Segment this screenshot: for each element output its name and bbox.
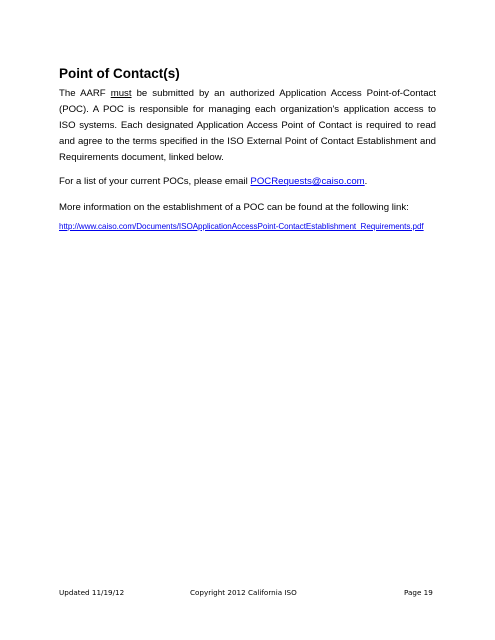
must-emphasis: must — [110, 88, 132, 99]
email-paragraph-end: . — [364, 176, 368, 187]
paragraph-text-start: The AARF — [59, 88, 111, 99]
paragraph-text-rest: be submitted by an authorized Application Access Point-of-Contact (POC). A POC is responsible for managing each organization's application access to ISO systems. Each designated Application Access Point of Contact is required to read and agree to the terms specified in the ISO External Point of Contact Establishment and Requirements document, linked below. — [59, 88, 437, 163]
more-info-paragraph: More information on the establishment of a POC can be found at the following link: — [59, 202, 409, 213]
poc-email-paragraph — [59, 174, 436, 190]
section-title: Point of Contact(s) — [59, 66, 180, 81]
footer-updated-date: Updated 11/19/12 — [59, 588, 125, 597]
poc-email-link[interactable]: POCRequests@caiso.com — [250, 176, 365, 187]
poc-requirements-link[interactable]: http://www.caiso.com/Documents/ISOApplicationAccessPoint-ContactEstablishment_Requirements.pdf — [59, 222, 424, 231]
poc-requirements-link-paragraph — [59, 219, 436, 235]
footer-page-number: Page 19 — [404, 588, 433, 597]
email-paragraph-text: For a list of your current POCs, please email — [59, 176, 251, 187]
footer-copyright: Copyright 2012 California ISO — [190, 588, 297, 597]
poc-description-paragraph — [59, 86, 436, 166]
